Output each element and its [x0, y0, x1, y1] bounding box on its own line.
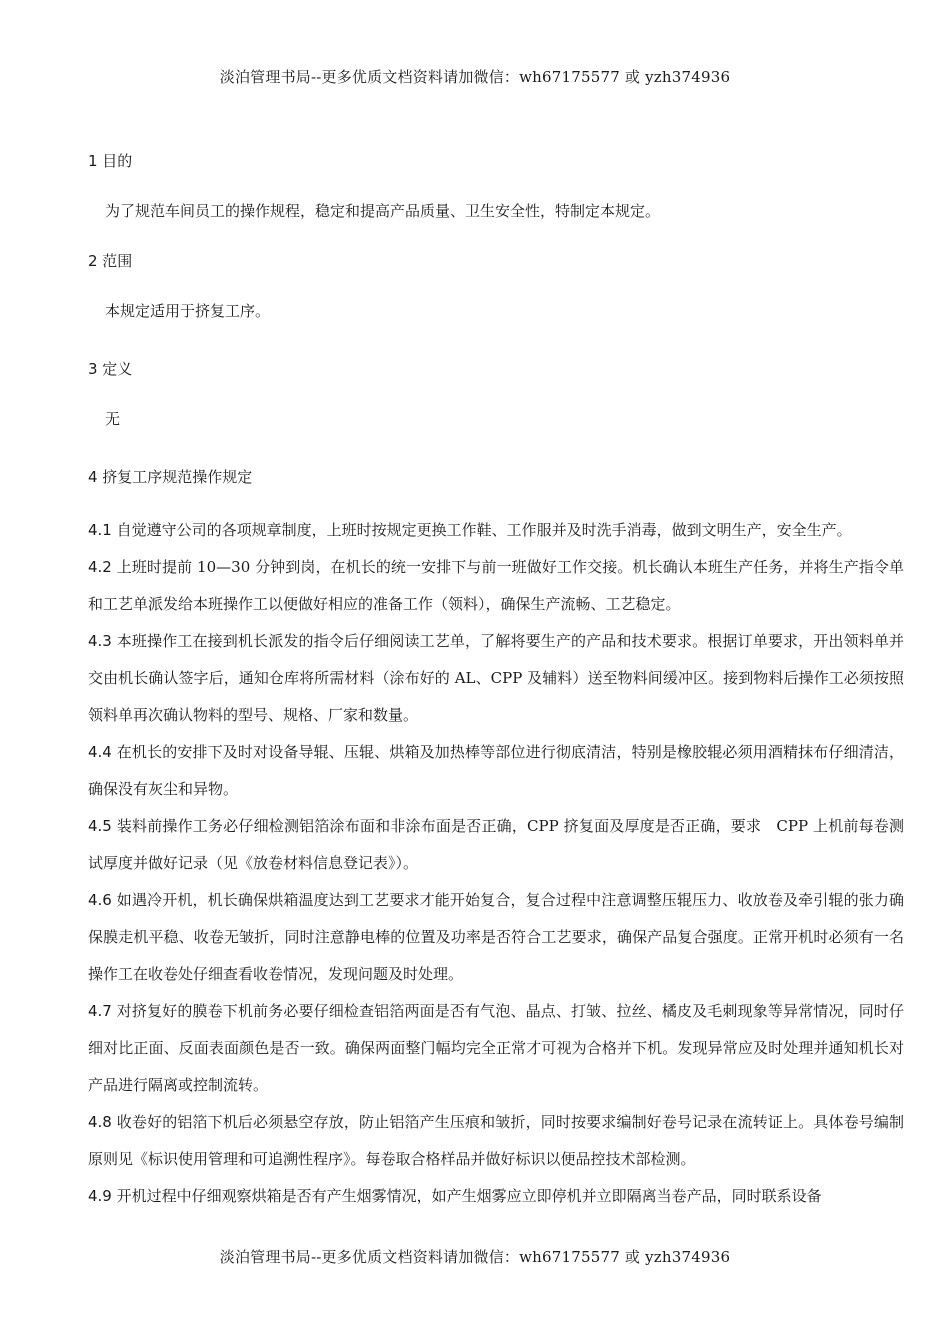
- section-body-purpose: 为了规范车间员工的操作规程，稳定和提高产品质量、卫生安全性，特制定本规定。: [105, 202, 661, 220]
- clause-item: [88, 623, 904, 734]
- clause-item: [88, 512, 904, 549]
- section-heading-procedure: 4 挤复工序规范操作规定: [88, 468, 253, 486]
- clause-text: 上班时提前 10—30 分钟到岗，在机长的统一安排下与前一班做好工作交接。机长确认本班生产任务，并将生产指令单和工艺单派发给本班操作工以便做好相应的准备工作（领料），确保生产流畅、工艺稳定。: [88, 558, 904, 613]
- clause-item: [88, 549, 904, 623]
- clause-item: [88, 808, 904, 882]
- section-body-scope: 本规定适用于挤复工序。: [105, 302, 271, 320]
- clause-number: 4.6: [88, 891, 112, 909]
- clause-number: 4.2: [88, 558, 112, 576]
- section-heading-definition: 3 定义: [88, 360, 133, 378]
- clause-number: 4.3: [88, 632, 112, 650]
- section-heading-purpose: 1 目的: [88, 152, 133, 170]
- section-heading-scope: 2 范围: [88, 252, 133, 270]
- clause-number: 4.9: [88, 1187, 112, 1205]
- document-body: [88, 150, 904, 1215]
- clause-text: 自觉遵守公司的各项规章制度，上班时按规定更换工作鞋、工作服并及时洗手消毒，做到文明生产，安全生产。: [116, 521, 852, 539]
- clause-item: [88, 882, 904, 993]
- clause-text: 在机长的安排下及时对设备导辊、压辊、烘箱及加热棒等部位进行彻底清洁，特别是橡胶辊必须用酒精抹布仔细清洁，确保没有灰尘和异物。: [88, 743, 904, 798]
- clause-number: 4.5: [88, 817, 112, 835]
- clause-text: 装料前操作工务必仔细检测铝箔涂布面和非涂布面是否正确，CPP 挤复面及厚度是否正确，要求 CPP 上机前每卷测试厚度并做好记录（见《放卷材料信息登记表》）。: [88, 817, 904, 872]
- clause-number: 4.7: [88, 1002, 112, 1020]
- clause-text: 本班操作工在接到机长派发的指令后仔细阅读工艺单，了解将要生产的产品和技术要求。根据订单要求，开出领料单并交由机长确认签字后，通知仓库将所需材料（涂布好的 AL、CPP 及辅料）送至物料间缓冲区。接到物料后操作工必须按照领料单再次确认物料的型号、规格、厂家和数量。: [88, 632, 904, 724]
- clause-text: 如遇冷开机，机长确保烘箱温度达到工艺要求才能开始复合，复合过程中注意调整压辊压力、收放卷及牵引辊的张力确保膜走机平稳、收卷无皱折，同时注意静电棒的位置及功率是否符合工艺要求，确保产品复合强度。正常开机时必须有一名操作工在收卷处仔细查看收卷情况，发现问题及时处理。: [88, 891, 904, 983]
- clause-text: 收卷好的铝箔下机后必须悬空存放，防止铝箔产生压痕和皱折，同时按要求编制好卷号记录在流转证上。具体卷号编制原则见《标识使用管理和可追溯性程序》。每卷取合格样品并做好标识以便品控技术部检测。: [88, 1113, 904, 1168]
- section-body-definition: 无: [105, 410, 121, 428]
- clause-text: 对挤复好的膜卷下机前务必要仔细检查铝箔两面是否有气泡、晶点、打皱、拉丝、橘皮及毛刺现象等异常情况，同时仔细对比正面、反面表面颜色是否一致。确保两面整门幅均完全正常才可视为合格并下机。发现异常应及时处理并通知机长对产品进行隔离或控制流转。: [88, 1002, 904, 1094]
- clause-item: [88, 734, 904, 808]
- clause-item: [88, 993, 904, 1104]
- clause-text: 开机过程中仔细观察烘箱是否有产生烟雾情况，如产生烟雾应立即停机并立即隔离当卷产品，同时联系设备: [116, 1187, 822, 1205]
- page-footer: 淡泊管理书局--更多优质文档资料请加微信：wh67175577 或 yzh374936: [219, 1248, 731, 1266]
- clause-number: 4.4: [88, 743, 112, 761]
- clause-number: 4.8: [88, 1113, 112, 1131]
- clause-item: [88, 1178, 904, 1215]
- page-header: 淡泊管理书局--更多优质文档资料请加微信：wh67175577 或 yzh374936: [219, 68, 731, 86]
- clause-item: [88, 1104, 904, 1178]
- clause-number: 4.1: [88, 521, 112, 539]
